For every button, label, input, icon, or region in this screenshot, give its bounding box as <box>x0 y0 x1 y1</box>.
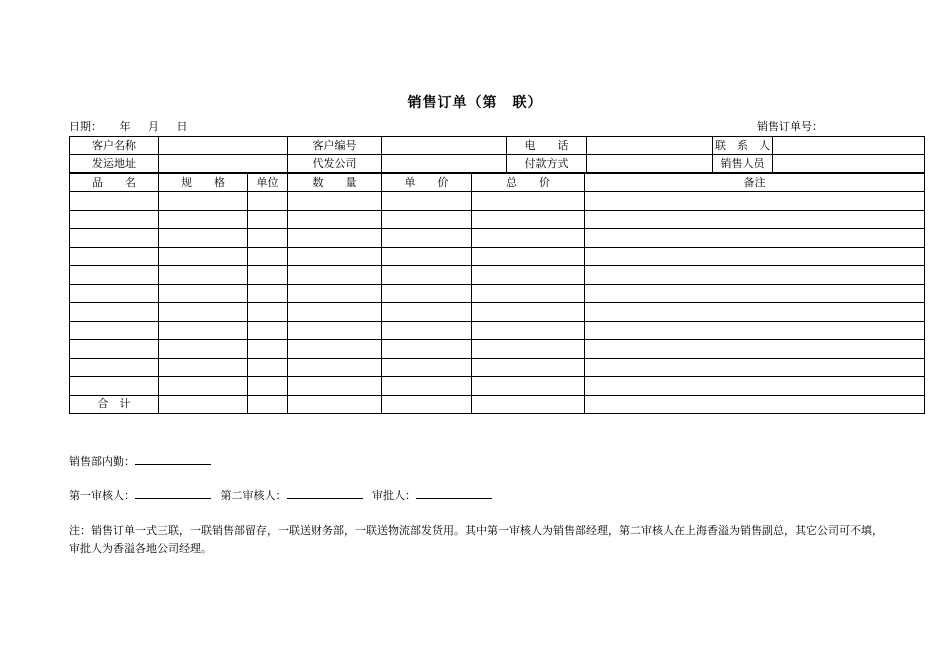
column-header-unit-price: 单 价 <box>382 174 472 192</box>
item-cell[interactable] <box>159 321 248 340</box>
payment-method-field[interactable] <box>587 155 713 173</box>
item-cell[interactable] <box>248 321 288 340</box>
item-cell[interactable] <box>382 377 472 396</box>
header-row <box>70 137 925 155</box>
item-cell[interactable] <box>472 377 585 396</box>
item-cell[interactable] <box>382 210 472 229</box>
item-cell[interactable] <box>382 358 472 377</box>
phone-field[interactable] <box>587 137 713 155</box>
item-cell[interactable] <box>472 247 585 266</box>
item-cell[interactable] <box>159 247 248 266</box>
item-row <box>70 266 925 285</box>
item-cell[interactable] <box>288 266 382 285</box>
item-cell[interactable] <box>288 247 382 266</box>
item-cell[interactable] <box>70 358 159 377</box>
inner-sales-signature <box>69 453 217 469</box>
item-cell[interactable] <box>159 266 248 285</box>
customer-info-table <box>69 136 925 173</box>
item-cell[interactable] <box>288 210 382 229</box>
item-cell[interactable] <box>70 266 159 285</box>
note-text: 注：销售订单一式三联，一联销售部留存，一联送财务部，一联送物流部发货用。其中第一审核人为销售部经理，第二审核人在上海香溢为销售副总，其它公司可不填，审批人为香溢各地公司经理。 <box>69 524 883 555</box>
item-cell[interactable] <box>70 303 159 322</box>
item-cell[interactable] <box>382 229 472 248</box>
item-cell[interactable] <box>248 192 288 211</box>
item-cell[interactable] <box>585 210 925 229</box>
shipping-address-field[interactable] <box>159 155 288 173</box>
inner-sales-label: 销售部内勤： <box>69 455 135 468</box>
item-cell[interactable] <box>382 266 472 285</box>
date-month: 月 <box>148 120 159 133</box>
item-cell[interactable] <box>585 321 925 340</box>
item-cell[interactable] <box>159 284 248 303</box>
item-row <box>70 377 925 396</box>
item-cell[interactable] <box>382 192 472 211</box>
date-label: 日期： <box>69 120 102 133</box>
item-row <box>70 210 925 229</box>
item-cell[interactable] <box>248 284 288 303</box>
column-header-unit: 单位 <box>248 174 288 192</box>
item-cell[interactable] <box>159 303 248 322</box>
item-cell[interactable] <box>288 303 382 322</box>
item-cell[interactable] <box>382 321 472 340</box>
item-cell[interactable] <box>70 377 159 396</box>
item-cell[interactable] <box>248 266 288 285</box>
total-cell[interactable] <box>472 395 585 414</box>
item-cell[interactable] <box>472 210 585 229</box>
column-header-total-price: 总 价 <box>472 174 585 192</box>
item-cell[interactable] <box>70 192 159 211</box>
total-cell[interactable] <box>248 395 288 414</box>
item-row <box>70 192 925 211</box>
date-day: 日 <box>176 120 188 133</box>
item-cell[interactable] <box>585 340 925 359</box>
contact-label: 联 系 人 <box>713 137 773 155</box>
contact-field[interactable] <box>773 137 925 155</box>
customer-name-label: 客户名称 <box>70 137 159 155</box>
date-line <box>69 118 202 134</box>
page-title: 销售订单（第 联） <box>407 95 543 111</box>
item-rows <box>70 192 925 396</box>
item-cell[interactable] <box>382 284 472 303</box>
agent-company-field[interactable] <box>382 155 507 173</box>
item-cell[interactable] <box>585 303 925 322</box>
item-cell[interactable] <box>159 192 248 211</box>
item-cell[interactable] <box>382 303 472 322</box>
item-cell[interactable] <box>382 340 472 359</box>
item-row <box>70 358 925 377</box>
review-signatures <box>69 487 498 503</box>
item-cell[interactable] <box>288 192 382 211</box>
item-cell[interactable] <box>472 340 585 359</box>
item-row <box>70 284 925 303</box>
agent-company-label: 代发公司 <box>288 155 382 173</box>
total-label: 合 计 <box>70 395 159 414</box>
item-cell[interactable] <box>585 284 925 303</box>
order-items-table <box>69 173 925 414</box>
item-row <box>70 247 925 266</box>
item-cell[interactable] <box>288 284 382 303</box>
items-header-row <box>70 174 925 192</box>
second-reviewer-label: 第二审核人： <box>220 489 287 502</box>
item-cell[interactable] <box>472 229 585 248</box>
column-header-product: 品 名 <box>70 174 159 192</box>
item-cell[interactable] <box>70 321 159 340</box>
item-cell[interactable] <box>70 340 159 359</box>
shipping-address-label: 发运地址 <box>70 155 159 173</box>
total-cell[interactable] <box>159 395 248 414</box>
item-cell[interactable] <box>70 229 159 248</box>
item-cell[interactable] <box>288 321 382 340</box>
total-cell[interactable] <box>382 395 472 414</box>
item-cell[interactable] <box>585 192 925 211</box>
item-cell[interactable] <box>585 377 925 396</box>
item-cell[interactable] <box>248 229 288 248</box>
phone-label: 电 话 <box>507 137 587 155</box>
item-cell[interactable] <box>288 229 382 248</box>
item-cell[interactable] <box>472 192 585 211</box>
header-row <box>70 155 925 173</box>
customer-number-label: 客户编号 <box>288 137 382 155</box>
total-cell[interactable] <box>585 395 925 414</box>
column-header-quantity: 数 量 <box>288 174 382 192</box>
item-cell[interactable] <box>248 377 288 396</box>
item-cell[interactable] <box>70 247 159 266</box>
item-cell[interactable] <box>288 358 382 377</box>
item-cell[interactable] <box>288 340 382 359</box>
item-cell[interactable] <box>159 340 248 359</box>
approver-blank[interactable] <box>416 487 492 499</box>
order-number-label: 销售订单号： <box>757 120 823 133</box>
item-cell[interactable] <box>70 210 159 229</box>
first-reviewer-blank[interactable] <box>135 487 211 499</box>
item-row <box>70 229 925 248</box>
inner-sales-blank[interactable] <box>135 453 211 465</box>
item-cell[interactable] <box>472 284 585 303</box>
item-cell[interactable] <box>472 358 585 377</box>
payment-method-label: 付款方式 <box>507 155 587 173</box>
item-cell[interactable] <box>585 229 925 248</box>
item-cell[interactable] <box>248 303 288 322</box>
date-year: 年 <box>119 120 131 133</box>
column-header-remarks: 备注 <box>585 174 925 192</box>
item-cell[interactable] <box>472 303 585 322</box>
item-cell[interactable] <box>472 266 585 285</box>
item-row <box>70 321 925 340</box>
salesperson-label: 销售人员 <box>713 155 773 173</box>
item-row <box>70 340 925 359</box>
item-cell[interactable] <box>159 210 248 229</box>
second-reviewer-blank[interactable] <box>287 487 363 499</box>
item-cell[interactable] <box>585 247 925 266</box>
customer-name-field[interactable] <box>159 137 288 155</box>
first-reviewer-label: 第一审核人： <box>69 489 135 502</box>
column-header-spec: 规 格 <box>159 174 248 192</box>
item-cell[interactable] <box>248 340 288 359</box>
item-cell[interactable] <box>288 377 382 396</box>
item-cell[interactable] <box>472 321 585 340</box>
item-cell[interactable] <box>70 284 159 303</box>
item-cell[interactable] <box>159 377 248 396</box>
total-row <box>70 395 925 414</box>
item-cell[interactable] <box>248 358 288 377</box>
item-row <box>70 303 925 322</box>
item-cell[interactable] <box>159 229 248 248</box>
item-cell[interactable] <box>585 266 925 285</box>
salesperson-field[interactable] <box>773 155 925 173</box>
item-cell[interactable] <box>248 247 288 266</box>
item-cell[interactable] <box>382 247 472 266</box>
customer-number-field[interactable] <box>382 137 507 155</box>
item-cell[interactable] <box>248 210 288 229</box>
item-cell[interactable] <box>159 358 248 377</box>
total-cell[interactable] <box>288 395 382 414</box>
item-cell[interactable] <box>585 358 925 377</box>
approver-label: 审批人： <box>372 489 416 502</box>
